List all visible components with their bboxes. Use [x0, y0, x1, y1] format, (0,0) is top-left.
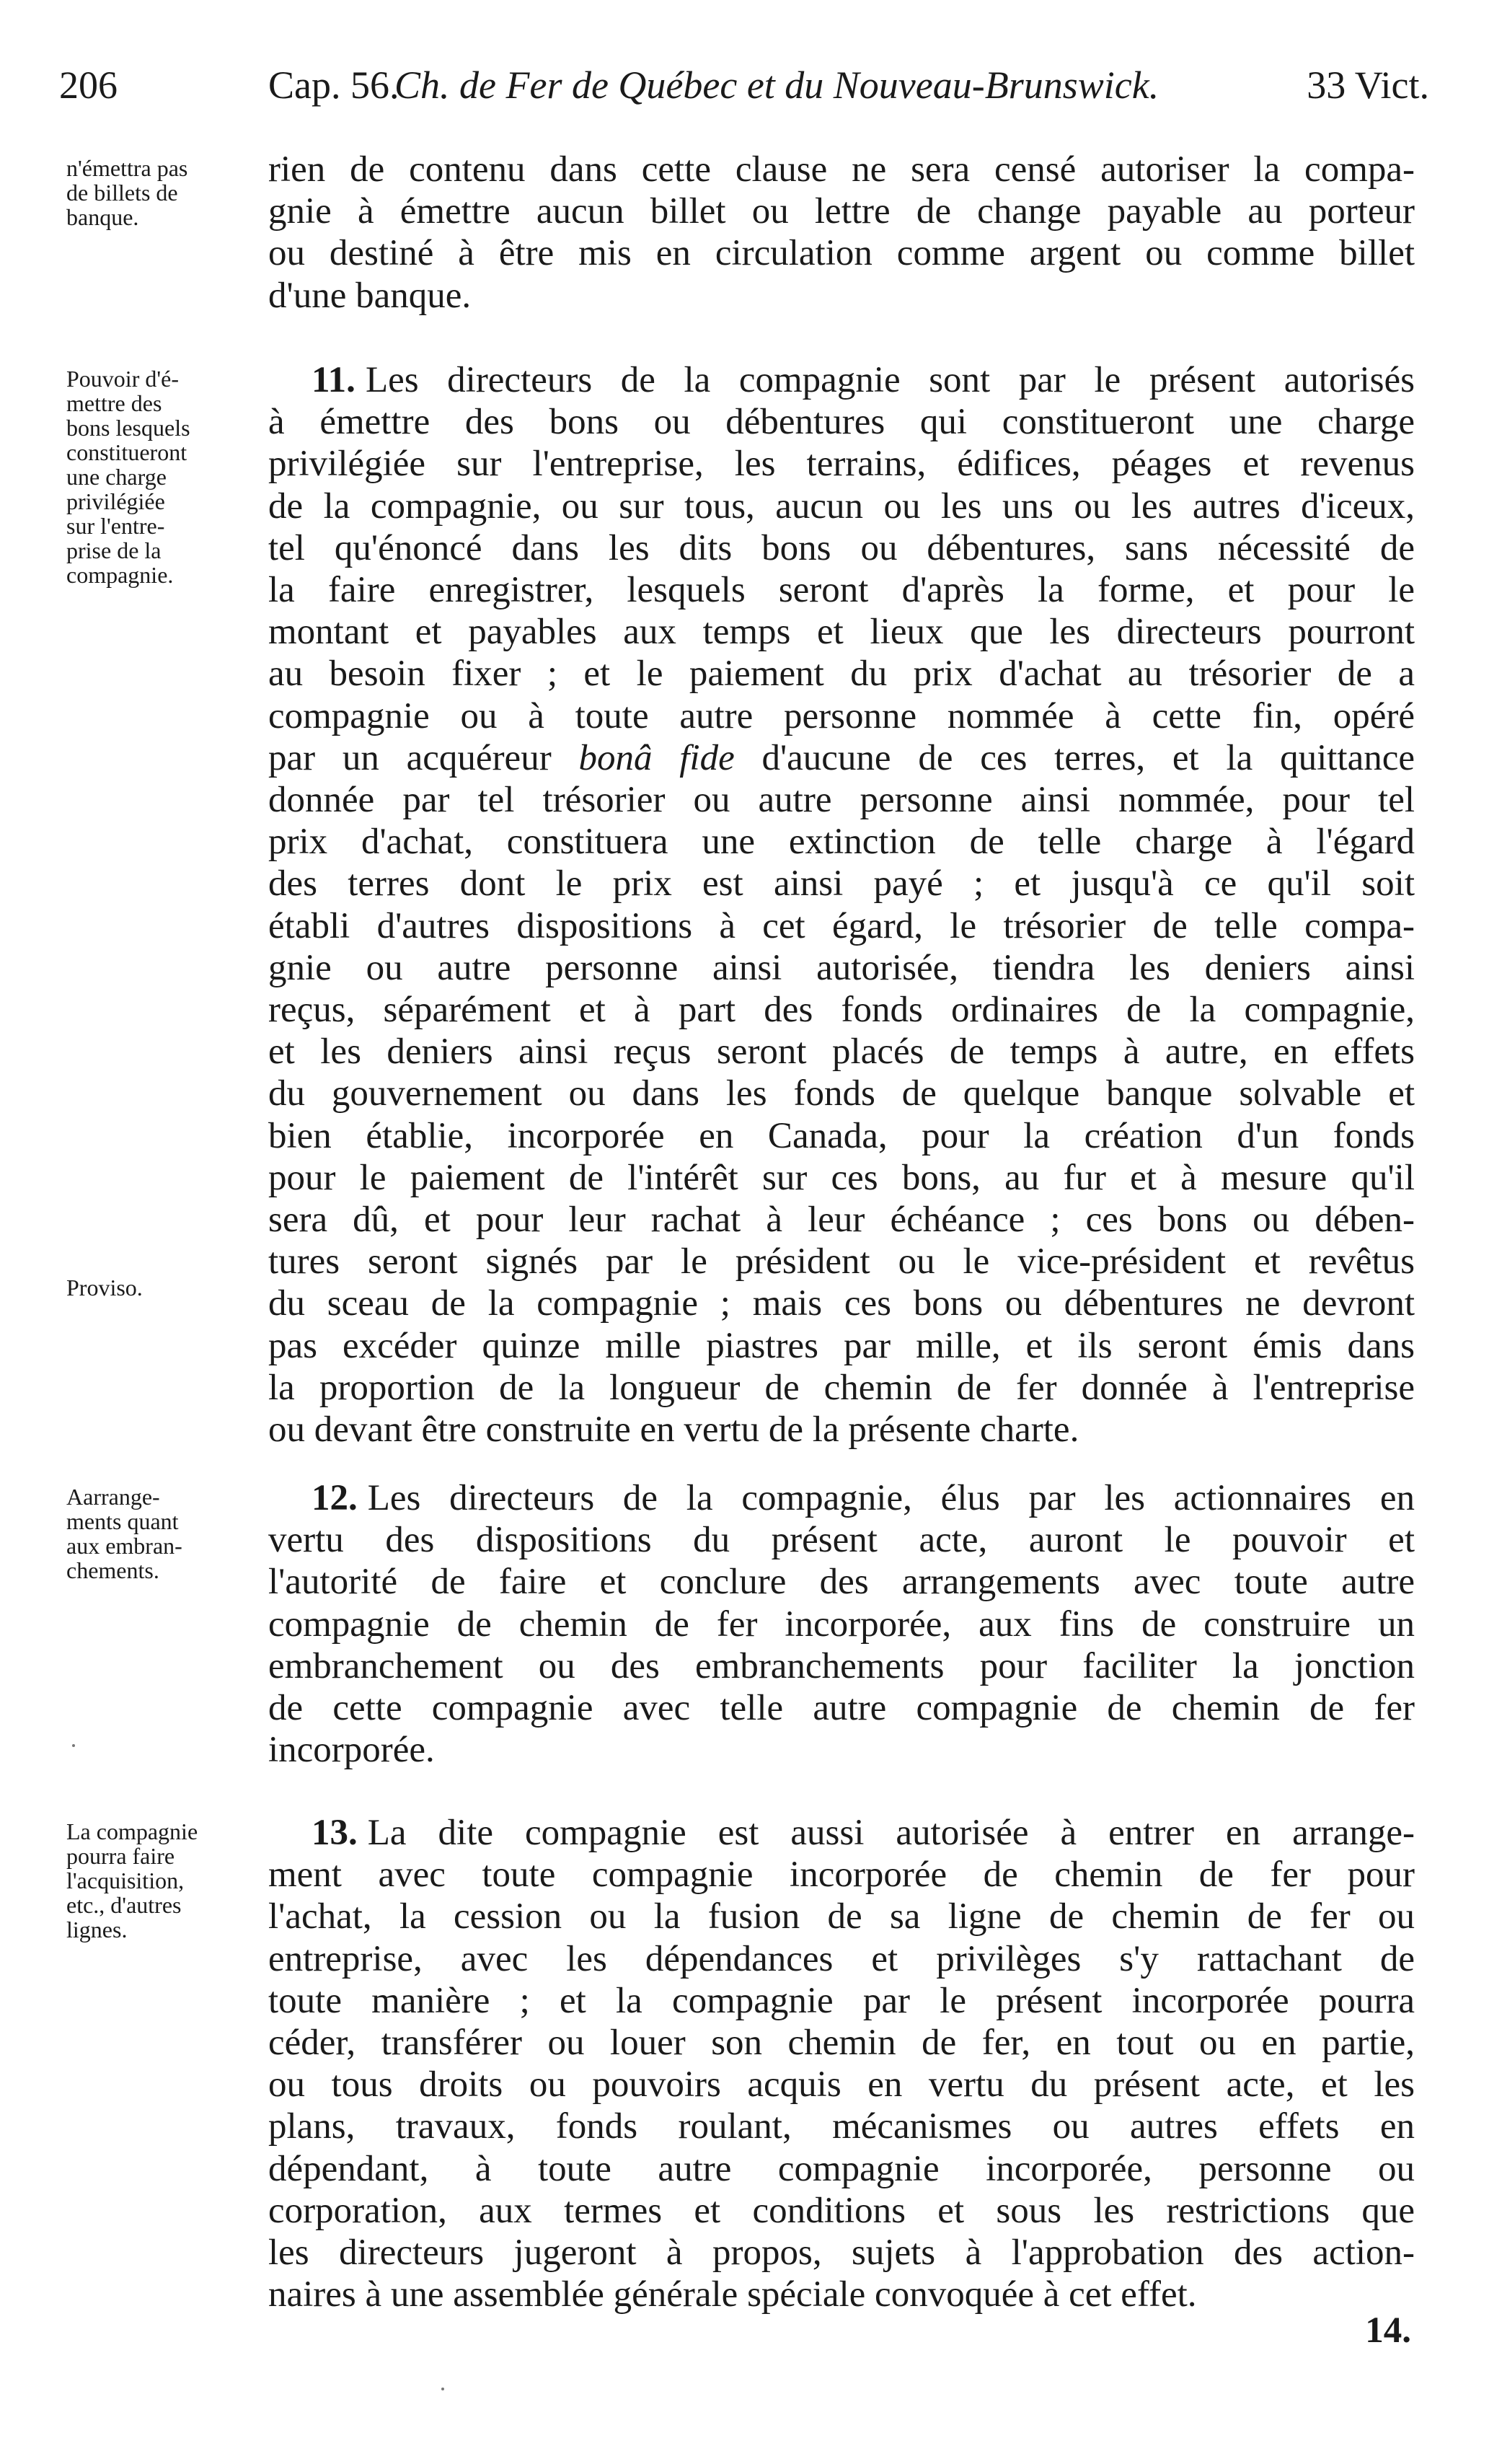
section-number-12: 12. [312, 1478, 358, 1518]
section-13: 13. La dite compagnie est aussi autorisée à entrer en arrange- ment avec toute compagnie incorporée de chemin de fer pour l'achat, la cession ou la fusion de sa ligne de chemin de fer ou entreprise, avec les dépendances et privilèges s'y rattachant de toute manière ; et la compagnie par le présent incorporée pourra céder, transférer ou louer son chemin de fer, en tout ou en partie, ou tous droits ou pouvoirs acquis en vertu du présent acte, et les plans, travaux, fonds roulant, mécanismes ou autres effets en dépendant, à toute autre compagnie incorporée, personne ou corporation, aux termes et conditions et sous les restrictions que les directeurs jugeront à propos, sujets à l'approbation des action- naires à une assemblée générale spéciale convoquée à cet effet. [268, 1813, 1415, 2315]
chapter-number: Cap. 56. [268, 63, 399, 107]
catchword: 14. [1365, 2310, 1411, 2351]
print-speck [72, 1744, 75, 1747]
regnal-year: 33 Vict. [1307, 63, 1429, 107]
marginal-note-section-11: Pouvoir d'é- mettre des bons lesquels constitueront une charge privilégiée sur l'entre- prise de la compagnie. [66, 366, 190, 588]
page-number: 206 [59, 63, 118, 107]
section-number-11: 11. [312, 360, 355, 400]
marginal-note-intro: n'émettra pas de billets de banque. [66, 155, 188, 230]
paragraph-intro: rien de contenu dans cette clause ne sera censé autoriser la compa- gnie à émettre aucun billet ou lettre de change payable au porteur ou destiné à être mis en circulation comme argent ou comme billet d'une banque. [268, 149, 1415, 316]
marginal-note-proviso: Proviso. [66, 1275, 143, 1301]
print-speck [441, 2388, 444, 2390]
marginal-note-section-13: La compagnie pourra faire l'acquisition, etc., d'autres lignes. [66, 1818, 198, 1942]
section-number-13: 13. [312, 1813, 358, 1853]
section-11: 11. Les directeurs de la compagnie sont par le présent autorisés à émettre des bons ou débentures qui constitueront une charge privilégiée sur l'entreprise, les terrains, édifices, péages et revenus de la compagnie, ou sur tous, aucun ou les uns ou les autres d'iceux, tel qu'énoncé dans les dits bons ou débentures, sans nécessité de la faire enregistrer, lesquels seront d'après la forme, et pour le montant et payables aux temps et lieux que les directeurs pourront au besoin fixer ; et le paiement du prix d'achat au trésorier de a compagnie ou à toute autre personne nommée à cette fin, opéré par un acquéreur bonâ fide d'aucune de ces terres, et la quittance donnée par tel trésorier ou autre personne ainsi nommée, pour tel prix d'achat, constituera une extinction de telle charge à l'égard des terres dont le prix est ainsi payé ; et jusqu'à ce qu'il soit établi d'autres dispositions à cet égard, le trésorier de telle compa- gnie ou autre personne ainsi autorisée, tiendra les deniers ainsi reçus, séparément et à part des fonds ordinaires de la compagnie, et les deniers ainsi reçus seront placés de temps à autre, en effets du gouvernement ou dans les fonds de quelque banque solvable et bien établie, incorporée en Canada, pour la création d'un fonds pour le paiement de l'intérêt sur ces bons, au fur et à mesure qu'il sera dû, et pour leur rachat à leur échéance ; ces bons ou dében- tures seront signés par le président ou le vice-président et revêtus du sceau de la compagnie ; mais ces bons ou débentures ne devront pas excéder quinze mille piastres par mille, et ils seront émis dans la proportion de la longueur de chemin de fer donnée à l'entreprise ou devant être construite en vertu de la présente charte. [268, 360, 1415, 1451]
section-12: 12. Les directeurs de la compagnie, élus par les actionnaires en vertu des dispositions du présent acte, auront le pouvoir et l'autorité de faire et conclure des arrangements avec toute autre compagnie de chemin de fer incorporée, aux fins de construire un embranchement ou des embranchements pour faciliter la jonction de cette compagnie avec telle autre compagnie de chemin de fer incorporée. [268, 1478, 1415, 1771]
running-header [59, 56, 1429, 114]
running-title: Ch. de Fer de Québec et du Nouveau-Brunswick. [394, 63, 1159, 107]
marginal-note-section-12: Aarrange- ments quant aux embran- chements. [66, 1484, 182, 1583]
